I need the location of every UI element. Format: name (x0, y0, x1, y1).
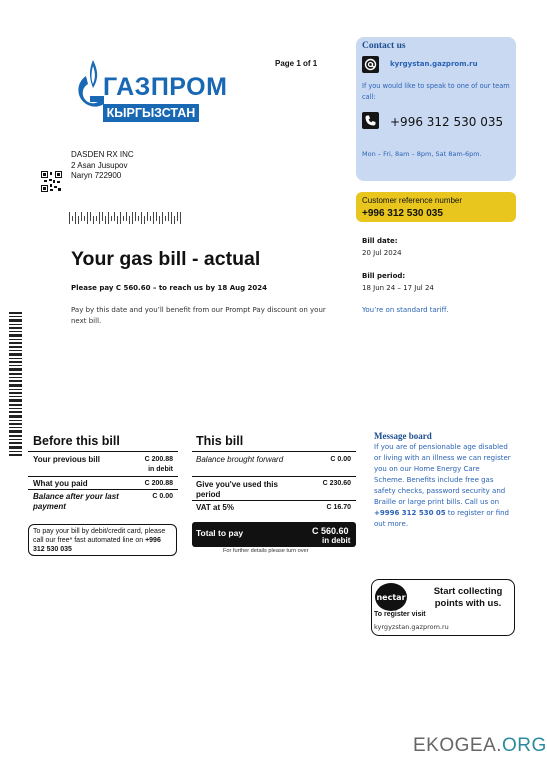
nectar-headline (427, 586, 509, 610)
at-icon (362, 56, 379, 73)
brought-forward-label: Balance brought forward (196, 455, 284, 464)
divider (28, 451, 178, 452)
balance-after-label: Balance after your last payment (33, 492, 119, 511)
opening-hours: Mon – Fri, 8am – 8pm, Sat 8am-6pm. (362, 150, 482, 158)
card-payment-phone[interactable]: +996 312 530 035 (33, 537, 161, 553)
used-amount: C 230.60 (322, 480, 351, 487)
bill-period: 18 Jun 24 – 17 Jul 24 (362, 284, 434, 292)
nectar-logo-text: nectar (376, 593, 406, 602)
bill-date-label: Bill date: (362, 237, 398, 245)
qr-code (41, 171, 62, 192)
contact-phone[interactable]: +996 312 530 035 (390, 115, 504, 129)
message-board-title: Message board (374, 431, 432, 441)
bill-period-label: Bill period: (362, 272, 406, 280)
recipient-address (71, 150, 134, 182)
watermark-main: EKOGEA. (413, 735, 503, 756)
message-text-end: to register or find out more. (374, 509, 509, 528)
contact-speak-text: If you would like to speak to one of our team call: (362, 82, 510, 101)
vat-amount: C 16.70 (326, 504, 351, 511)
paid-amount: C 200.88 (144, 480, 173, 487)
pay-by-line: Please pay C 560.60 – to reach us by 18 Aug 2024 (71, 284, 268, 292)
side-barcode (9, 312, 22, 458)
watermark (413, 735, 547, 757)
this-bill-title: This bill (196, 434, 244, 448)
recipient-street: 2 Asan Jusupov (71, 160, 128, 170)
customer-ref-label: Customer reference number (362, 196, 463, 205)
nectar-register-label: To register visit (374, 611, 426, 618)
recipient-name: DASDEN RX INC (71, 150, 134, 159)
card-payment-text: To pay your bill by debit/credit card, please call our free* fast automated line on (33, 528, 166, 544)
bill-title: Your gas bill - actual (71, 248, 261, 270)
total-status: in debit (322, 536, 351, 545)
paid-label: What you paid (33, 479, 88, 488)
nectar-logo (375, 583, 407, 611)
balance-after-amount: C 0.00 (152, 493, 173, 500)
customer-ref-number: +996 312 530 035 (362, 208, 443, 219)
prompt-pay-note: Pay by this date and you’ll benefit from our Prompt Pay discount on your next bill. (71, 306, 326, 325)
logo-wordmark: ГАЗПРОМ (103, 73, 228, 101)
recipient-city: Naryn 722900 (71, 171, 122, 180)
total-amount: C 560.60 (312, 526, 349, 536)
divider (192, 451, 356, 452)
nectar-headline-text: Start collecting points with us. (433, 586, 503, 609)
used-label: Give you've used this period (196, 480, 278, 499)
divider (192, 476, 356, 477)
logo-subtitle: КЫРГЫЗСТАН (103, 104, 199, 122)
bill-date: 20 Jul 2024 (362, 249, 402, 257)
divider (192, 500, 356, 501)
before-bill-title: Before this bill (33, 434, 120, 448)
postal-barcode (69, 212, 183, 224)
divider (28, 476, 178, 477)
message-board-body (374, 442, 512, 530)
previous-bill-status: in debit (148, 466, 173, 473)
nectar-register-url[interactable]: kyrgyzstan.gazprom.ru (374, 623, 449, 631)
tariff-note: You’re on standard tariff. (362, 306, 449, 314)
previous-bill-amount: C 200.88 (144, 456, 173, 463)
message-phone[interactable]: +9996 312 530 05 (374, 509, 446, 517)
contact-title: Contact us (362, 41, 406, 51)
vat-label: VAT at 5% (196, 503, 234, 512)
total-label: Total to pay (196, 528, 244, 538)
contact-panel (356, 37, 516, 181)
further-details-note: For further details please turn over (223, 548, 309, 554)
gazprom-flame-logo (66, 58, 106, 124)
brought-forward-amount: C 0.00 (330, 456, 351, 463)
previous-bill-label: Your previous bill (33, 455, 100, 464)
divider (28, 489, 178, 490)
phone-icon (362, 112, 379, 129)
website-link[interactable]: kyrgystan.gazprom.ru (390, 60, 478, 68)
page-indicator: Page 1 of 1 (275, 59, 318, 68)
card-payment-note (28, 524, 177, 556)
message-text: If you are of pensionable age disabled or living with an illness we can register you on our Home Energy Care Scheme. Benefits include free gas safety checks, password security and Braille or large print bills. Call us on (374, 443, 511, 506)
watermark-org: ORG (502, 735, 547, 756)
